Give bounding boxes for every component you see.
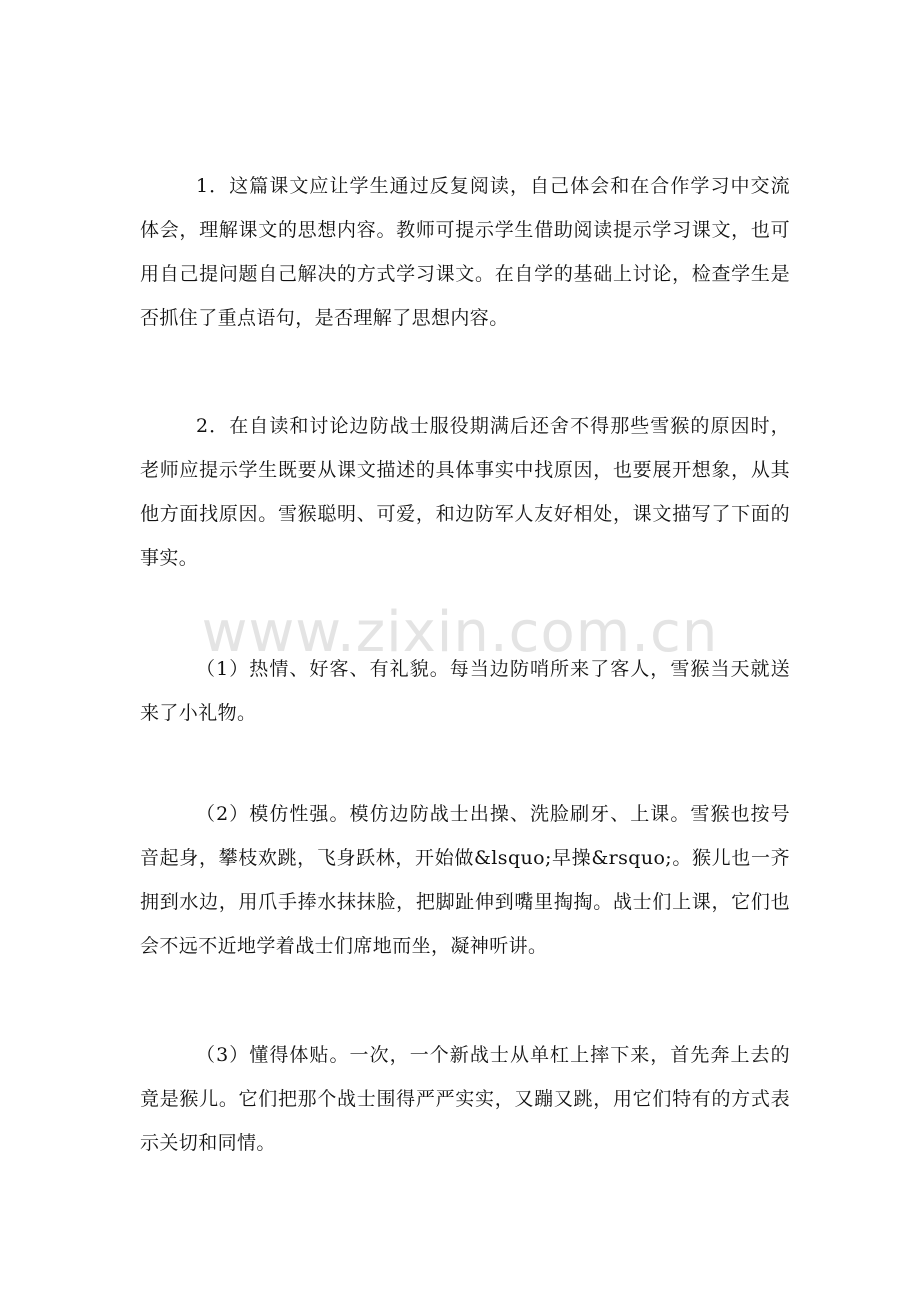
paragraph-1: 1．这篇课文应让学生通过反复阅读，自己体会和在合作学习中交流体会，理解课文的思想内容。教师可提示学生借助阅读提示学习课文，也可用自己提问题自己解决的方式学习课文。在自学的基础上讨论，检查学生是否抓住了重点语句，是否理解了思想内容。 (140, 175, 790, 329)
paragraph-4: （2）模仿性强。模仿边防战士出操、洗脸刷牙、上课。雪猴也按号音起身，攀枝欢跳，飞身跃林，开始做&lsquo;早操&rsquo;。猴儿也一齐拥到水边，用爪手捧水抹抹脸，把脚趾伸到嘴里掏掏。战士们上课，它们也会不远不近地学着战士们席地而坐，凝神听讲。 (140, 803, 790, 957)
paragraph-2: 2．在自读和讨论边防战士服役期满后还舍不得那些雪猴的原因时，老师应提示学生既要从课文描述的具体事实中找原因，也要展开想象，从其他方面找原因。雪猴聪明、可爱，和边防军人友好相处，课文描写了下面的事实。 (140, 415, 790, 569)
watermark: www.zixin.com.cn (201, 600, 719, 665)
paragraph-3: （1）热情、好客、有礼貌。每当边防哨所来了客人，雪猴当天就送来了小礼物。 (140, 658, 790, 724)
paragraph-5: （3）懂得体贴。一次，一个新战士从单杠上摔下来，首先奔上去的竟是猴儿。它们把那个战士围得严严实实，又蹦又跳，用它们特有的方式表示关切和同情。 (140, 1044, 790, 1154)
